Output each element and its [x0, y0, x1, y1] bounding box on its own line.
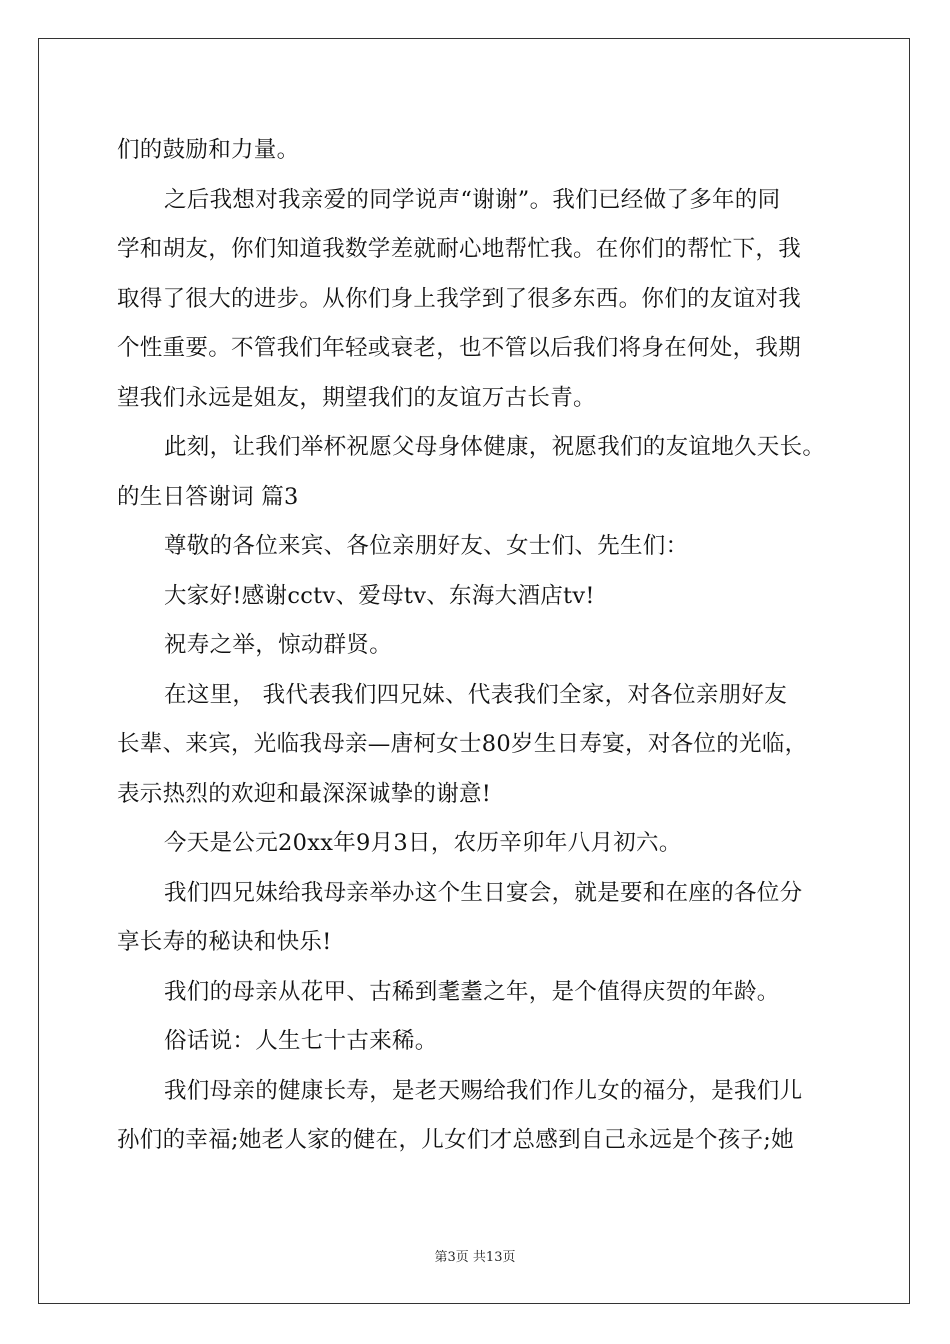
page-number: 第3页 共13页 [434, 1250, 516, 1265]
text-line: 我们的母亲从花甲、古稀到耄耋之年，是个值得庆贺的年龄。 [164, 978, 780, 1005]
text-line: 此刻，让我们举杯祝愿父母身体健康，祝愿我们的友谊地久天长。 [164, 434, 826, 460]
text-line: 俗话说：人生七十古来稀。 [164, 1028, 438, 1054]
text-line: 大家好!感谢cctv、爱母tv、东海大酒店tv! [164, 582, 595, 609]
text-line: 享长寿的秘诀和快乐! [117, 929, 332, 955]
text-line: 个性重要。不管我们年轻或衰老，也不管以后我们将身在何处，我期 [117, 335, 802, 361]
text-line: 在这里， 我代表我们四兄妹、代表我们全家，对各位亲朋好友 [164, 681, 788, 708]
text-line: 孙们的幸福;她老人家的健在，儿女们才总感到自己永远是个孩子;她 [117, 1127, 794, 1153]
text-line: 之后我想对我亲爱的同学说声“谢谢”。我们已经做了多年的同 [164, 186, 781, 213]
text-line: 尊敬的各位来宾、各位亲朋好友、女士们、先生们： [164, 533, 689, 559]
section-heading: 的生日答谢词 篇3 [117, 483, 299, 510]
text-line: 我们四兄妹给我母亲举办这个生日宴会，就是要和在座的各位分 [164, 879, 803, 906]
text-line: 取得了很大的进步。从你们身上我学到了很多东西。你们的友谊对我 [117, 285, 802, 312]
text-line: 今天是公元20xx年9月3日，农历辛卯年八月初六。 [164, 830, 682, 856]
text-line: 学和胡友，你们知道我数学差就耐心地帮忙我。在你们的帮忙下，我 [117, 236, 802, 262]
text-line: 我们母亲的健康长寿，是老天赐给我们作儿女的福分，是我们儿 [164, 1077, 803, 1104]
text-line: 表示热烈的欢迎和最深深诚挚的谢意! [117, 780, 492, 807]
text-line: 长辈、来宾，光临我母亲—唐柯女士80岁生日寿宴，对各位的光临， [117, 731, 808, 757]
text-line: 祝寿之举，惊动群贤。 [164, 632, 393, 658]
text-line: 们的鼓励和力量。 [117, 137, 300, 163]
text-line: 望我们永远是姐友，期望我们的友谊万古长青。 [117, 384, 596, 411]
